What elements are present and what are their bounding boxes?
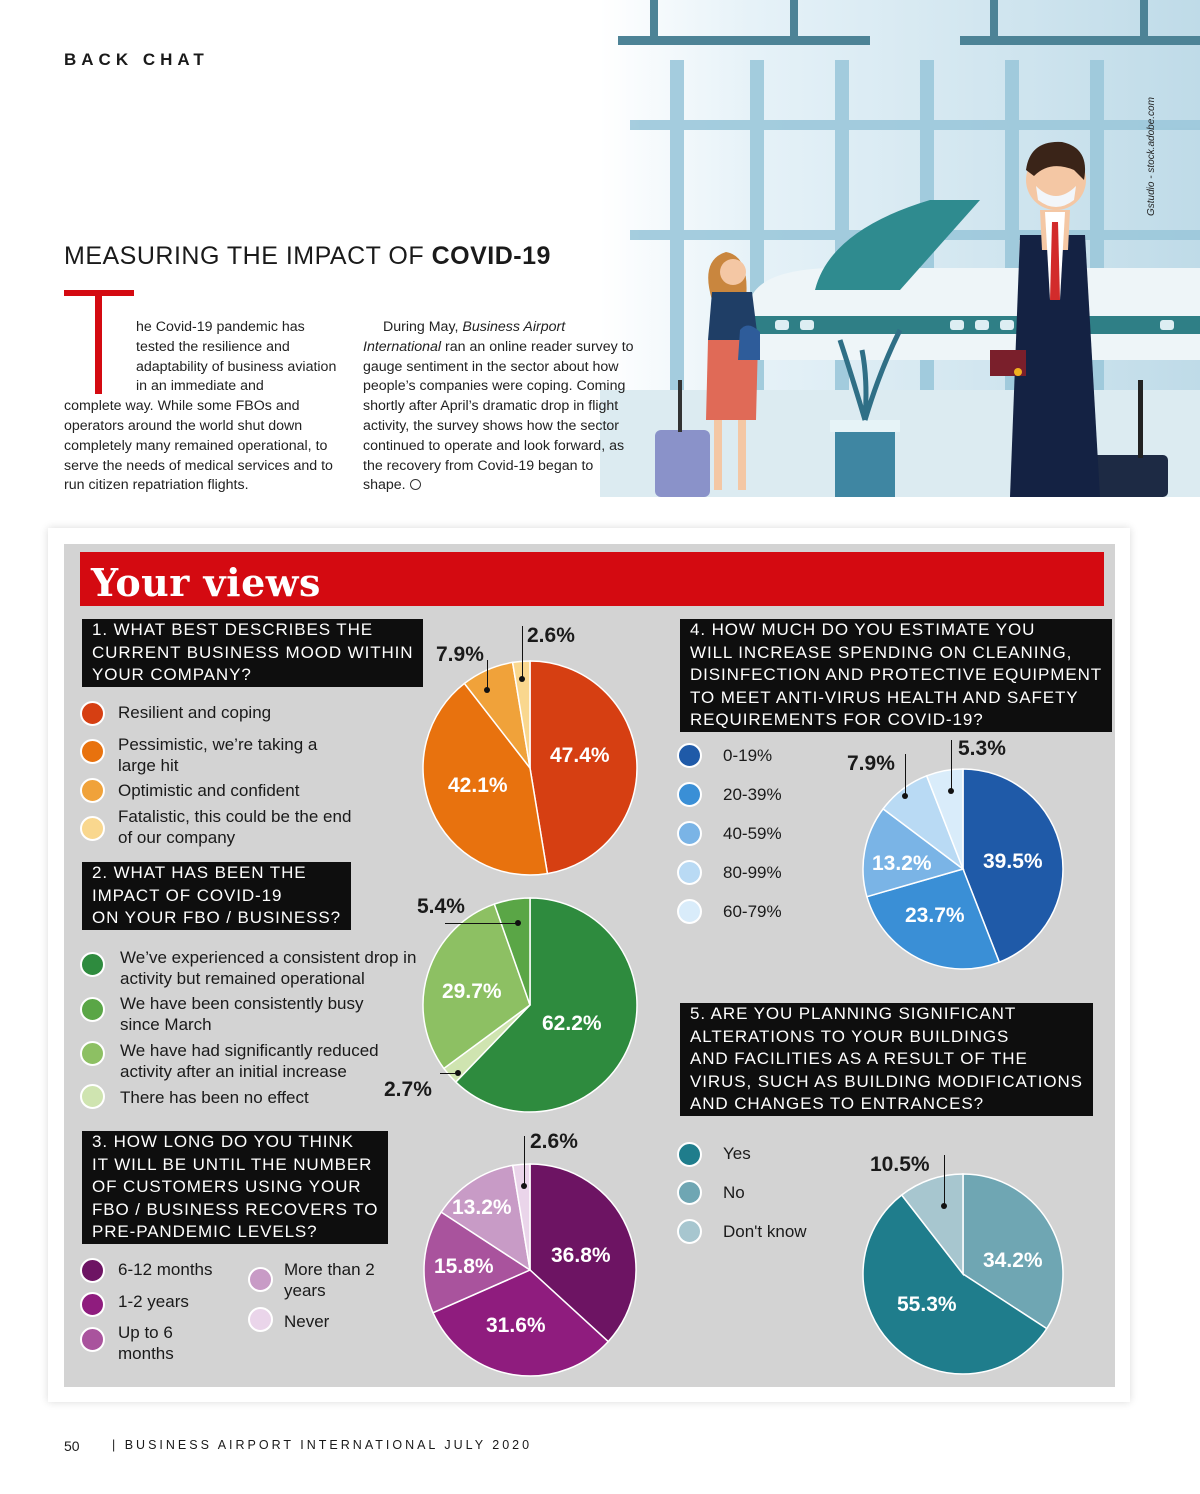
question-1: 1. WHAT BEST DESCRIBES THE CURRENT BUSINESS MOOD WITHIN YOUR COMPANY? — [82, 619, 423, 687]
intro2-a: During May, — [383, 319, 463, 335]
pie-data-label: 2.7% — [384, 1078, 432, 1101]
legend-label: 1-2 years — [118, 1292, 189, 1311]
pie-data-label: 55.3% — [897, 1293, 957, 1316]
pie-data-label: 15.8% — [434, 1255, 494, 1278]
legend-label: Never — [284, 1312, 330, 1331]
legend-label: No — [723, 1183, 745, 1202]
pie-data-label: 13.2% — [872, 852, 932, 875]
legend-label: 60-79% — [723, 902, 782, 921]
question-5: 5. ARE YOU PLANNING SIGNIFICANT ALTERATIONS TO YOUR BUILDINGS AND FACILITIES AS A RESULT OF THE VIRUS, SUCH AS BUILDING MODIFICATIONS AND CHANGES TO ENTRANCES? — [680, 1003, 1093, 1116]
legend-label: 0-19% — [723, 746, 773, 765]
legend-label: Pessimistic, we’re taking a large hit — [118, 735, 318, 775]
legend-label: We’ve experienced a consistent drop in activity but remained operational — [120, 948, 417, 988]
image-credit: Gstudio - stock.adobe.com — [1146, 97, 1157, 216]
legend-label: There has been no effect — [120, 1088, 309, 1107]
legend-label: 6-12 months — [118, 1260, 213, 1279]
legend-label: More than 2 years — [284, 1260, 375, 1300]
intro-rest: complete way. While some FBOs and operators around the world shut down completely many remained operational, to serve the needs of medical services and to run citizen repatriation flights. — [64, 398, 333, 494]
pie-data-label: 29.7% — [442, 980, 502, 1003]
legend-label: Resilient and coping — [118, 703, 272, 722]
pie-data-label: 31.6% — [486, 1314, 546, 1337]
pie-data-label: 2.6% — [527, 624, 575, 647]
leader-line — [944, 1155, 945, 1206]
question-2: 2. WHAT HAS BEEN THE IMPACT OF COVID-19 ON YOUR FBO / BUSINESS? — [82, 862, 351, 930]
svg-text:T: T — [64, 290, 65, 291]
question-4: 4. HOW MUCH DO YOU ESTIMATE YOU WILL INCREASE SPENDING ON CLEANING, DISINFECTION AND PROTECTIVE EQUIPMENT TO MEET ANTI-VIRUS HEALTH AND SAFETY REQUIREMENTS FOR COVID-19? — [680, 619, 1112, 732]
pie-data-label: 36.8% — [551, 1244, 611, 1267]
legend-label: We have been consistently busy since March — [120, 994, 364, 1034]
headline-regular: MEASURING THE IMPACT OF — [64, 242, 432, 270]
intro-first-lines: he Covid-19 pandemic has tested the resilience and adaptability of business aviation in an immediate and — [136, 319, 337, 395]
question-3: 3. HOW LONG DO YOU THINK IT WILL BE UNTIL THE NUMBER OF CUSTOMERS USING YOUR FBO / BUSINESS RECOVERS TO PRE-PANDEMIC LEVELS? — [82, 1131, 388, 1244]
intro2-b: ran an online reader survey to gauge sentiment in the sector about how people’s companies were coping. Coming shortly after April’s dramatic drop in flight activity, the survey shows how the sector continued to operate and look forward, as the recovery from Covid-19 began to shape. — [363, 338, 634, 494]
legend-label: 20-39% — [723, 785, 782, 804]
pie-data-label: 39.5% — [983, 850, 1043, 873]
legend-label: Fatalistic, this could be the end of our company — [118, 807, 352, 847]
pie-data-label: 23.7% — [905, 904, 965, 927]
pie-data-label: 7.9% — [847, 752, 895, 775]
pie-data-label: 5.3% — [958, 737, 1006, 760]
pie-data-label: 10.5% — [870, 1153, 930, 1176]
section-label: BACK CHAT — [64, 50, 209, 69]
legend-label: Up to 6 months — [118, 1323, 174, 1363]
pie-data-label: 7.9% — [436, 643, 484, 666]
legend-label: We have had significantly reduced activity after an initial increase — [120, 1041, 379, 1081]
legend-label: 80-99% — [723, 863, 782, 882]
pie-data-label: 13.2% — [452, 1196, 512, 1219]
publication-line: | BUSINESS AIRPORT INTERNATIONAL JULY 2020 — [112, 1438, 533, 1452]
legend-label: Yes — [723, 1144, 751, 1163]
legend-label: Don't know — [723, 1222, 807, 1241]
legend-label: 40-59% — [723, 824, 782, 843]
pie-data-label: 34.2% — [983, 1249, 1043, 1272]
headline-bold: COVID-19 — [431, 242, 551, 270]
pie-data-label: 5.4% — [417, 895, 465, 918]
legend-label: Optimistic and confident — [118, 781, 300, 800]
pie-data-label: 47.4% — [550, 744, 610, 767]
pie-data-label: 62.2% — [542, 1012, 602, 1035]
intro2-italic: Business Airport International — [363, 319, 566, 355]
leader-dot — [941, 1203, 947, 1209]
pie-data-label: 2.6% — [530, 1130, 578, 1153]
panel-title: Your views — [91, 560, 321, 605]
page-number: 50 — [64, 1438, 80, 1454]
pie-data-label: 42.1% — [448, 774, 508, 797]
